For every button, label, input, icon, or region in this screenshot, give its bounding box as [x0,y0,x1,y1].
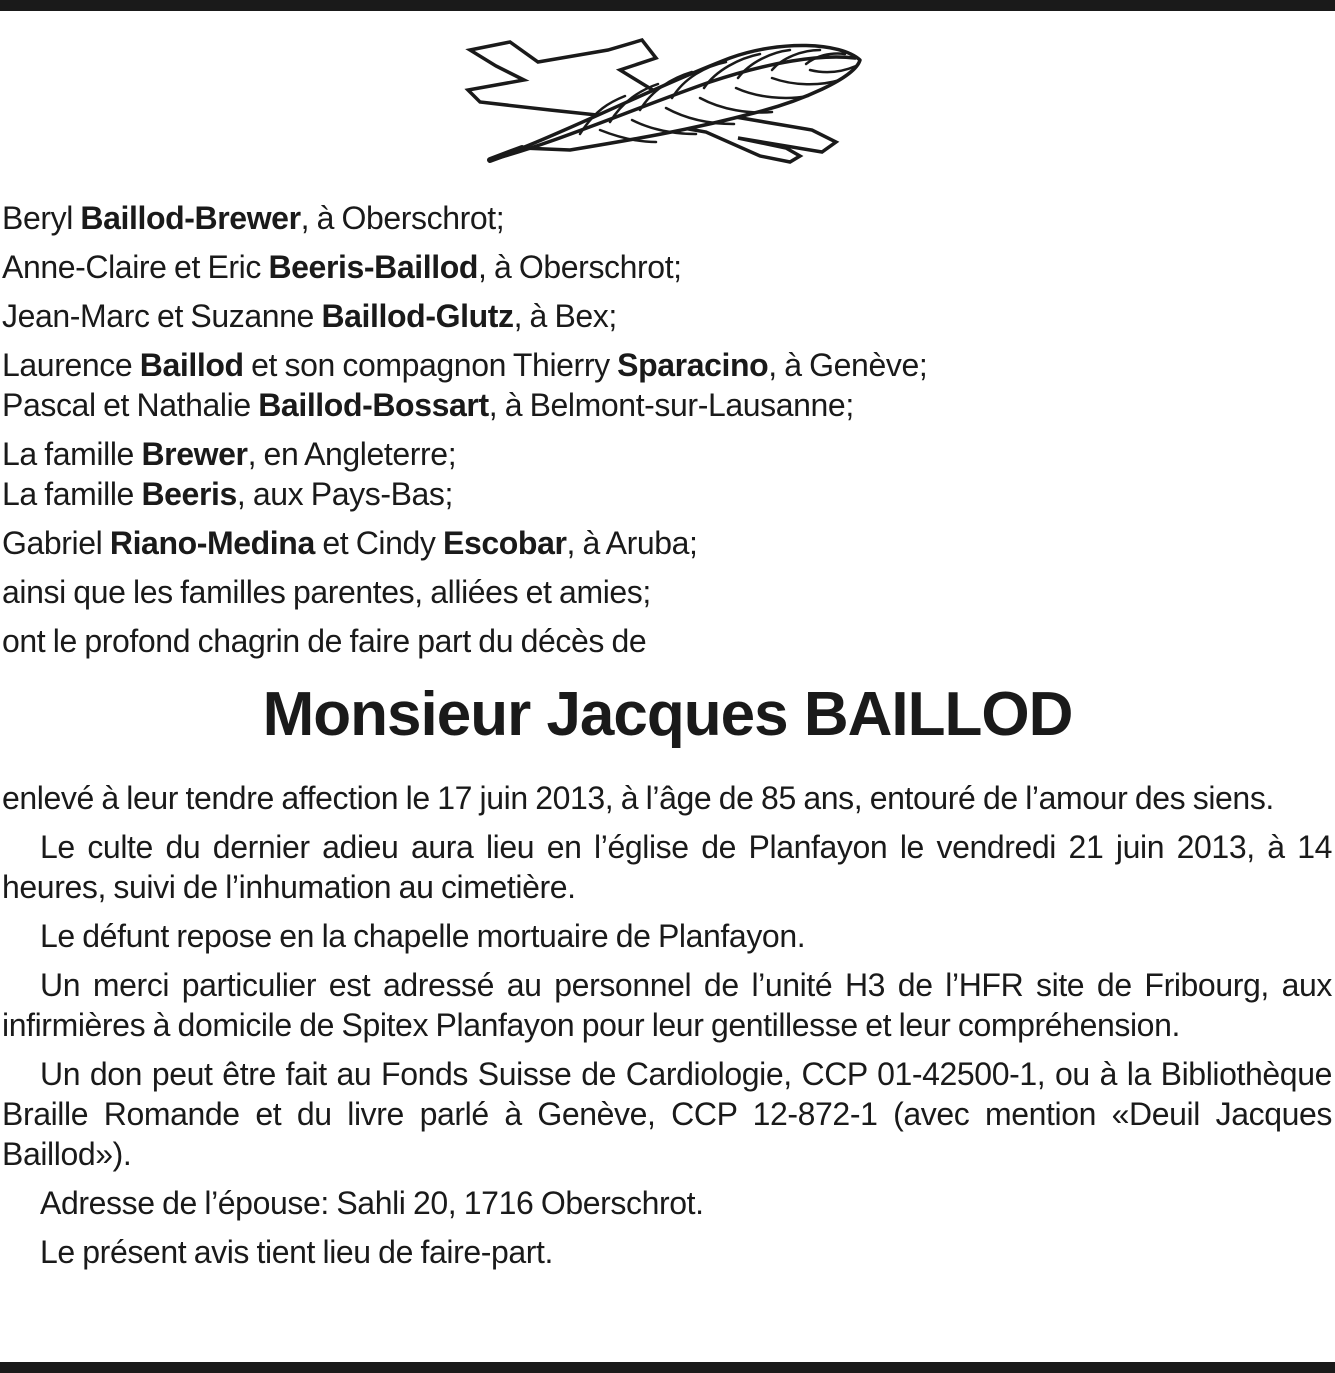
paragraph-thanks: Un merci particulier est adressé au personnel de l’unité H3 de l’HFR site de Fribourg, aux infirmières à domicile de Spitex Planfayon pour leur gentillesse et leur compréhension. [2,967,1332,1043]
bottom-rule [0,1362,1335,1373]
mourner-line: Jean-Marc et Suzanne Baillod-Glutz, à Bex; [2,298,617,334]
top-rule [0,0,1335,11]
mourner-line: ainsi que les familles parentes, alliées et amies; [2,574,651,610]
mourner-line: La famille Brewer, en Angleterre; [2,436,457,472]
paragraph-notice: Le présent avis tient lieu de faire-part. [40,1234,554,1270]
paragraph-address: Adresse de l’épouse: Sahli 20, 1716 Oberschrot. [40,1185,704,1221]
announcement-line: ont le profond chagrin de faire part du décès de [2,623,647,659]
mourner-line: Anne-Claire et Eric Beeris-Baillod, à Oberschrot; [2,249,682,285]
mourner-line: Pascal et Nathalie Baillod-Bossart, à Belmont-sur-Lausanne; [2,387,854,423]
notice-body [2,778,1332,1281]
paragraph-death-notice: enlevé à leur tendre affection le 17 juin 2013, à l’âge de 85 ans, entouré de l’amour des siens. [2,780,1274,816]
paragraph-chapel: Le défunt repose en la chapelle mortuaire de Planfayon. [40,918,806,954]
paragraph-donation: Un don peut être fait au Fonds Suisse de Cardiologie, CCP 01-42500-1, ou à la Bibliothèque Braille Romande et du livre parlé à Genève, CCP 12-872-1 (avec mention «Deuil Jacques Baillod»). [2,1056,1332,1172]
mourner-line: Laurence Baillod et son compagnon Thierry Sparacino, à Genève; [2,347,928,383]
mourner-line: La famille Beeris, aux Pays-Bas; [2,476,454,512]
paragraph-funeral: Le culte du dernier adieu aura lieu en l’église de Planfayon le vendredi 21 juin 2013, à 14 heures, suivi de l’inhumation au cimetière. [2,829,1332,905]
mourner-line: Beryl Baillod-Brewer, à Oberschrot; [2,200,505,236]
deceased-name: Monsieur Jacques BAILLOD [262,680,1073,749]
mourners-list [2,198,1332,661]
mourner-line: Gabriel Riano-Medina et Cindy Escobar, à Aruba; [2,525,698,561]
cross-and-leaf-icon [460,30,870,170]
